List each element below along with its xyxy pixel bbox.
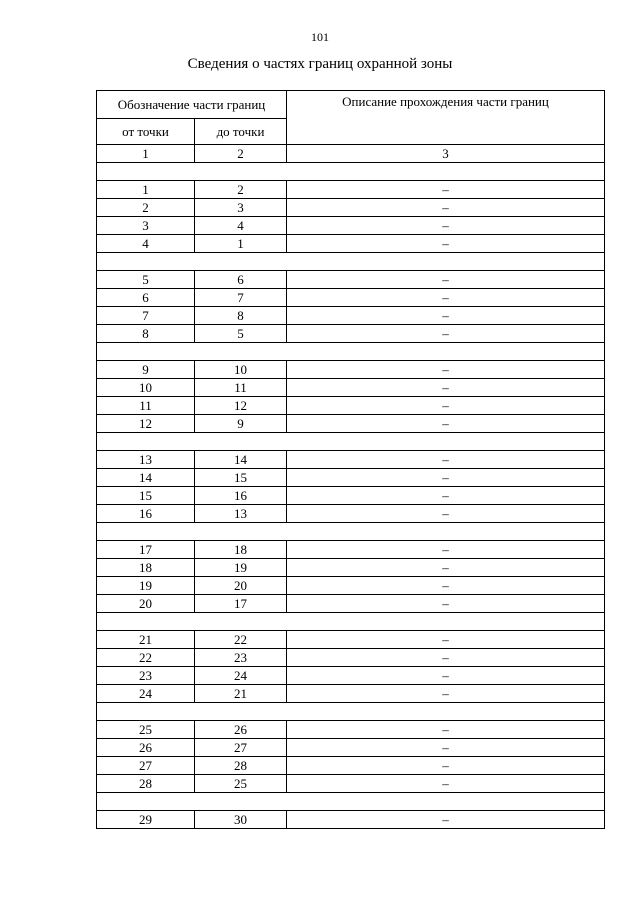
- from-point-cell: 3: [97, 217, 195, 235]
- group-separator-cell: [97, 613, 605, 631]
- table-row: [97, 649, 605, 667]
- to-point-cell: 23: [195, 649, 287, 667]
- from-point-cell: 16: [97, 505, 195, 523]
- table-row: [97, 739, 605, 757]
- from-point-cell: 22: [97, 649, 195, 667]
- table-row: [97, 541, 605, 559]
- to-point-cell: 30: [195, 811, 287, 829]
- description-cell: –: [287, 811, 605, 829]
- description-cell: –: [287, 379, 605, 397]
- description-cell: –: [287, 217, 605, 235]
- table-row: [97, 415, 605, 433]
- to-point-cell: 4: [195, 217, 287, 235]
- column-number: 2: [195, 145, 287, 163]
- table-row: [97, 685, 605, 703]
- to-point-cell: 1: [195, 235, 287, 253]
- description-cell: –: [287, 631, 605, 649]
- table-row: [97, 361, 605, 379]
- group-separator-row: [97, 253, 605, 271]
- to-point-cell: 9: [195, 415, 287, 433]
- column-number: 3: [287, 145, 605, 163]
- header-from-point: от точки: [97, 119, 195, 145]
- group-separator-row: [97, 793, 605, 811]
- from-point-cell: 8: [97, 325, 195, 343]
- to-point-cell: 21: [195, 685, 287, 703]
- table-row: [97, 199, 605, 217]
- from-point-cell: 18: [97, 559, 195, 577]
- to-point-cell: 26: [195, 721, 287, 739]
- page-number: 101: [311, 30, 329, 44]
- to-point-cell: 19: [195, 559, 287, 577]
- from-point-cell: 24: [97, 685, 195, 703]
- from-point-cell: 28: [97, 775, 195, 793]
- table-row: [97, 775, 605, 793]
- column-number-row: [97, 145, 605, 163]
- from-point-cell: 26: [97, 739, 195, 757]
- from-point-cell: 19: [97, 577, 195, 595]
- column-number: 1: [97, 145, 195, 163]
- to-point-cell: 5: [195, 325, 287, 343]
- description-cell: –: [287, 577, 605, 595]
- from-point-cell: 10: [97, 379, 195, 397]
- to-point-cell: 28: [195, 757, 287, 775]
- to-point-cell: 13: [195, 505, 287, 523]
- group-separator-row: [97, 343, 605, 361]
- table-row: [97, 235, 605, 253]
- to-point-cell: 22: [195, 631, 287, 649]
- to-point-cell: 25: [195, 775, 287, 793]
- from-point-cell: 4: [97, 235, 195, 253]
- table-row: [97, 451, 605, 469]
- group-separator-row: [97, 163, 605, 181]
- to-point-cell: 11: [195, 379, 287, 397]
- table-row: [97, 757, 605, 775]
- table-row: [97, 307, 605, 325]
- group-separator-row: [97, 703, 605, 721]
- from-point-cell: 29: [97, 811, 195, 829]
- table-header-row: [97, 91, 605, 119]
- table-row: [97, 595, 605, 613]
- description-cell: –: [287, 775, 605, 793]
- table-row: [97, 397, 605, 415]
- group-separator-cell: [97, 433, 605, 451]
- to-point-cell: 27: [195, 739, 287, 757]
- from-point-cell: 6: [97, 289, 195, 307]
- from-point-cell: 15: [97, 487, 195, 505]
- group-separator-row: [97, 613, 605, 631]
- table-row: [97, 667, 605, 685]
- from-point-cell: 11: [97, 397, 195, 415]
- table-row: [97, 271, 605, 289]
- description-cell: –: [287, 487, 605, 505]
- to-point-cell: 10: [195, 361, 287, 379]
- description-cell: –: [287, 397, 605, 415]
- to-point-cell: 24: [195, 667, 287, 685]
- from-point-cell: 12: [97, 415, 195, 433]
- description-cell: –: [287, 361, 605, 379]
- description-cell: –: [287, 685, 605, 703]
- description-cell: –: [287, 451, 605, 469]
- description-cell: –: [287, 649, 605, 667]
- group-separator-cell: [97, 523, 605, 541]
- description-cell: –: [287, 757, 605, 775]
- description-cell: –: [287, 199, 605, 217]
- description-cell: –: [287, 271, 605, 289]
- table-row: [97, 631, 605, 649]
- from-point-cell: 5: [97, 271, 195, 289]
- group-separator-cell: [97, 163, 605, 181]
- table-row: [97, 559, 605, 577]
- table-row: [97, 505, 605, 523]
- from-point-cell: 13: [97, 451, 195, 469]
- table-row: [97, 325, 605, 343]
- from-point-cell: 7: [97, 307, 195, 325]
- from-point-cell: 25: [97, 721, 195, 739]
- table-row: [97, 217, 605, 235]
- description-cell: –: [287, 721, 605, 739]
- boundary-parts-table: [96, 90, 605, 829]
- description-cell: –: [287, 181, 605, 199]
- from-point-cell: 27: [97, 757, 195, 775]
- group-separator-cell: [97, 253, 605, 271]
- from-point-cell: 17: [97, 541, 195, 559]
- group-separator-row: [97, 433, 605, 451]
- description-cell: –: [287, 235, 605, 253]
- description-cell: –: [287, 325, 605, 343]
- from-point-cell: 14: [97, 469, 195, 487]
- description-cell: –: [287, 739, 605, 757]
- to-point-cell: 12: [195, 397, 287, 415]
- group-separator-cell: [97, 703, 605, 721]
- table-row: [97, 721, 605, 739]
- to-point-cell: 8: [195, 307, 287, 325]
- table-row: [97, 577, 605, 595]
- description-cell: –: [287, 559, 605, 577]
- document-title: Сведения о частях границ охранной зоны: [187, 56, 453, 72]
- header-boundary-description: Описание прохождения части границ: [287, 91, 605, 145]
- from-point-cell: 2: [97, 199, 195, 217]
- from-point-cell: 23: [97, 667, 195, 685]
- description-cell: –: [287, 667, 605, 685]
- to-point-cell: 20: [195, 577, 287, 595]
- description-cell: –: [287, 505, 605, 523]
- description-cell: –: [287, 289, 605, 307]
- to-point-cell: 16: [195, 487, 287, 505]
- group-separator-row: [97, 523, 605, 541]
- header-to-point: до точки: [195, 119, 287, 145]
- to-point-cell: 14: [195, 451, 287, 469]
- table-row: [97, 379, 605, 397]
- description-cell: –: [287, 541, 605, 559]
- description-cell: –: [287, 307, 605, 325]
- group-separator-cell: [97, 793, 605, 811]
- to-point-cell: 17: [195, 595, 287, 613]
- from-point-cell: 21: [97, 631, 195, 649]
- table-row: [97, 469, 605, 487]
- description-cell: –: [287, 595, 605, 613]
- to-point-cell: 3: [195, 199, 287, 217]
- description-cell: –: [287, 415, 605, 433]
- to-point-cell: 2: [195, 181, 287, 199]
- to-point-cell: 15: [195, 469, 287, 487]
- description-cell: –: [287, 469, 605, 487]
- table-row: [97, 289, 605, 307]
- to-point-cell: 18: [195, 541, 287, 559]
- to-point-cell: 6: [195, 271, 287, 289]
- header-boundary-part-designation: Обозначение части границ: [97, 91, 287, 119]
- from-point-cell: 9: [97, 361, 195, 379]
- to-point-cell: 7: [195, 289, 287, 307]
- from-point-cell: 1: [97, 181, 195, 199]
- group-separator-cell: [97, 343, 605, 361]
- table-row: [97, 811, 605, 829]
- table-row: [97, 487, 605, 505]
- table-row: [97, 181, 605, 199]
- from-point-cell: 20: [97, 595, 195, 613]
